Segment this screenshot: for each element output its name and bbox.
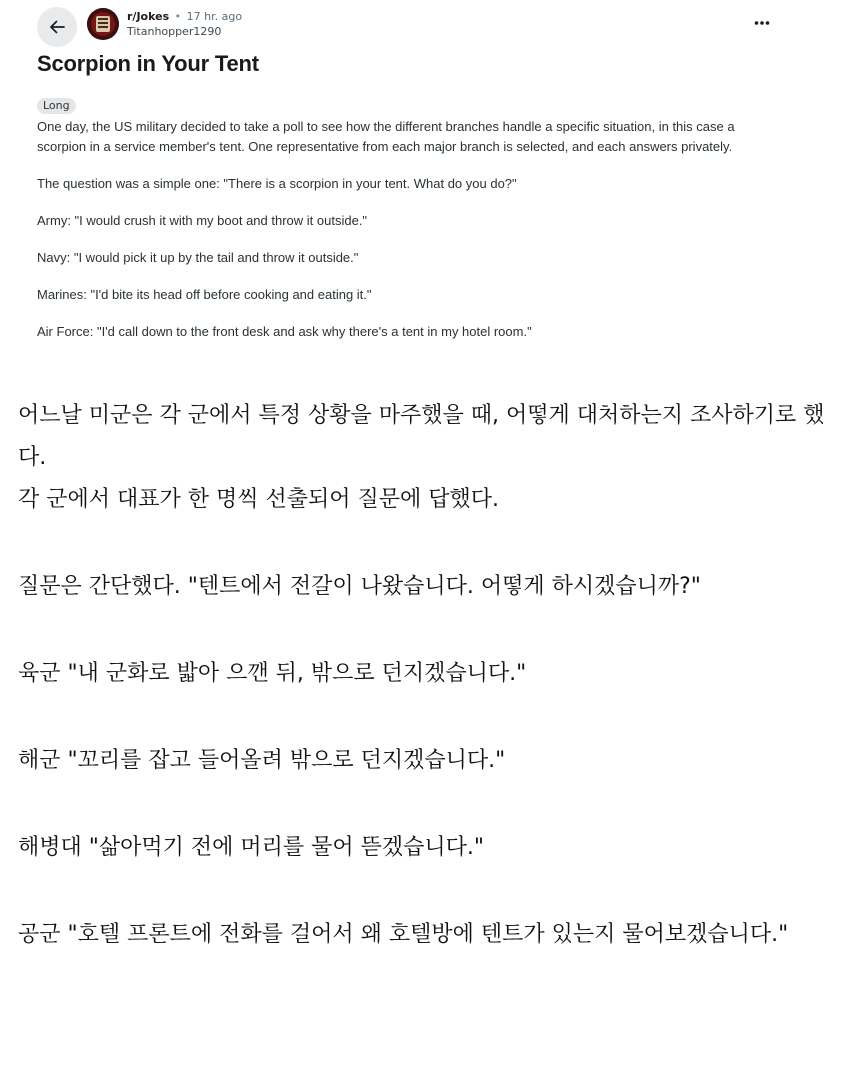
post-meta	[127, 9, 242, 39]
more-options-button[interactable]	[751, 13, 773, 33]
author-link[interactable]: Titanhopper1290	[127, 25, 222, 38]
body-paragraph: One day, the US military decided to take a poll to see how the different branches handle a specific situation, in this case a scorpion in a service member's tent. One representative from each major branch is selected, and each answers privately.	[37, 119, 735, 154]
body-paragraph: Army: "I would crush it with my boot and throw it outside."	[37, 213, 368, 228]
meta-separator: •	[174, 10, 182, 23]
translation-line: 해병대 "삶아먹기 전에 머리를 물어 뜯겠습니다."	[18, 835, 484, 860]
post-time: 17 hr. ago	[186, 10, 243, 23]
translation-line: 해군 "꼬리를 잡고 들어올려 밖으로 던지겠습니다."	[18, 748, 506, 773]
subreddit-logo-icon	[87, 8, 119, 40]
translation-line: 질문은 간단했다. "텐트에서 전갈이 나왔습니다. 어떻게 하시겠습니까?"	[18, 574, 701, 599]
body-paragraph: Navy: "I would pick it up by the tail and throw it outside."	[37, 250, 359, 265]
body-paragraph: Air Force: "I'd call down to the front desk and ask why there's a tent in my hotel room."	[37, 324, 532, 339]
body-paragraph: The question was a simple one: "There is a scorpion in your tent. What do you do?"	[37, 176, 517, 191]
post-body	[37, 117, 777, 342]
translation-line: 육군 "내 군화로 밟아 으깬 뒤, 밖으로 던지겠습니다."	[18, 661, 527, 686]
translation-line: 공군 "호텔 프론트에 전화를 걸어서 왜 호텔방에 텐트가 있는지 물어보겠습니다."	[18, 922, 789, 947]
post-flair[interactable]: Long	[37, 98, 76, 114]
post-title: Scorpion in Your Tent	[37, 51, 259, 76]
back-button[interactable]	[37, 7, 77, 47]
subreddit-avatar[interactable]	[87, 8, 119, 40]
translation-line: 어느날 미군은 각 군에서 특정 상황을 마주했을 때, 어떻게 대처하는지 조사하기로 했다.	[18, 403, 825, 470]
post-header	[37, 5, 777, 47]
translation-line: 각 군에서 대표가 한 명씩 선출되어 질문에 답했다.	[18, 487, 499, 512]
body-paragraph: Marines: "I'd bite its head off before cooking and eating it."	[37, 287, 372, 302]
subreddit-link[interactable]: r/Jokes	[127, 10, 170, 23]
more-horizontal-icon	[754, 20, 770, 26]
arrow-left-icon	[47, 17, 67, 37]
translation-text	[18, 395, 838, 956]
